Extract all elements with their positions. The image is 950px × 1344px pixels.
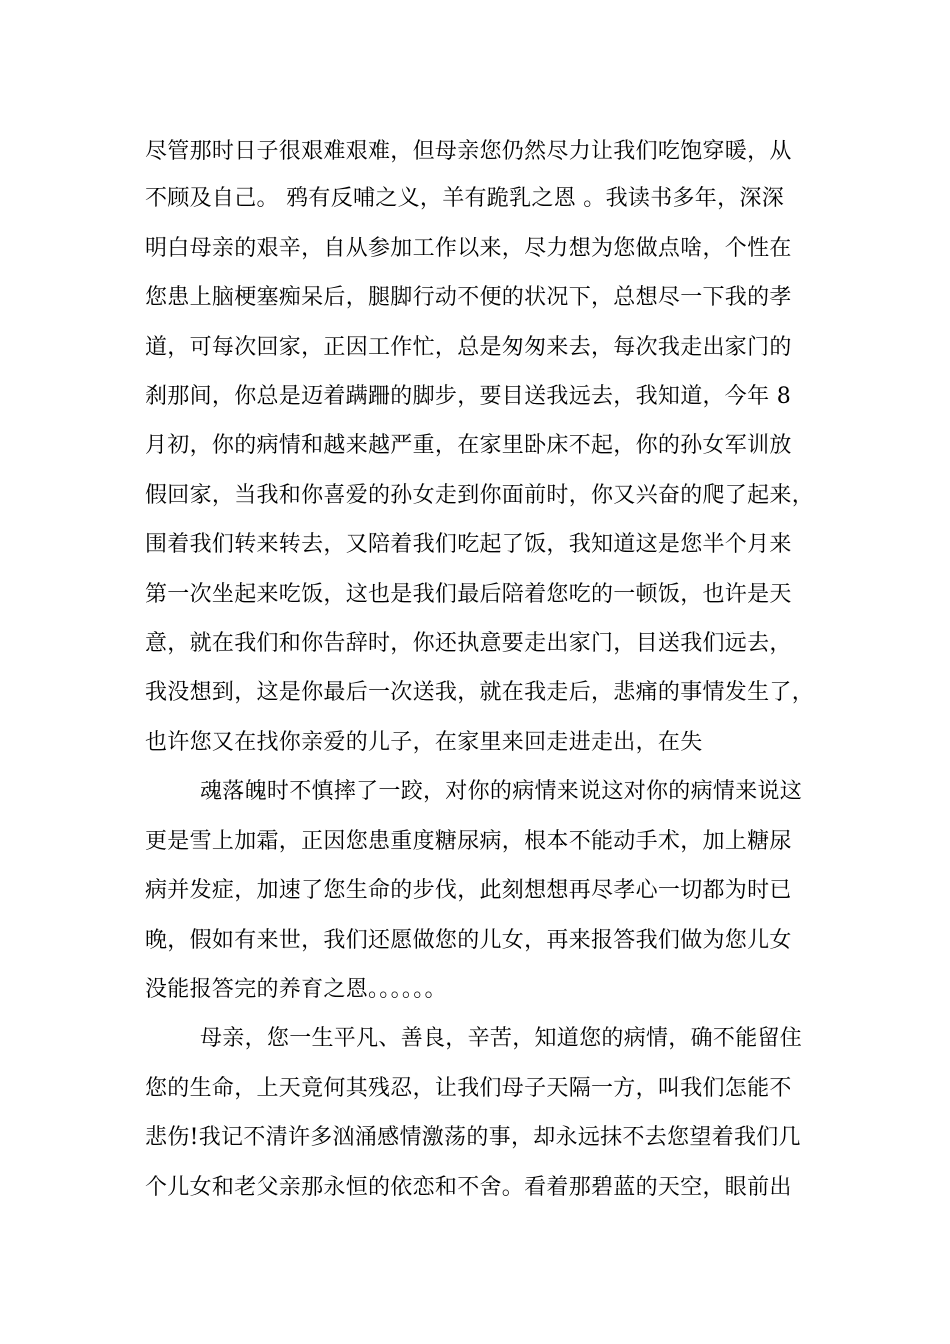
text-line: 晚，假如有来世，我们还愿做您的儿女，再来报答我们做为您儿女 — [145, 928, 792, 953]
text-line: 病并发症，加速了您生命的步伐，此刻想想再尽孝心一切都为时已 — [145, 878, 792, 903]
text-line: 您患上脑梗塞痴呆后，腿脚行动不便的状况下，总想尽一下我的孝 — [145, 285, 792, 310]
paragraph-first-line: 母亲，您一生平凡、善良，辛苦，知道您的病情，确不能留住 — [200, 1026, 803, 1051]
text-line: 意，就在我们和你告辞时，你还执意要走出家门，目送我们远去， — [145, 631, 792, 656]
text-line: 月初，你的病情和越来越严重，在家里卧床不起，你的孙女军训放 — [145, 433, 792, 458]
text-line: 没能报答完的养育之恩。。。。。。 — [145, 977, 447, 1002]
text-line: 悲伤!我记不清许多汹涌感情激荡的事，却永远抹不去您望着我们几 — [145, 1125, 801, 1150]
text-line: 围着我们转来转去，又陪着我们吃起了饭，我知道这是您半个月来 — [145, 532, 792, 557]
text-line: 我没想到，这是你最后一次送我，就在我走后，悲痛的事情发生了， — [145, 680, 815, 705]
text-line: 假回家，当我和你喜爱的孙女走到你面前时，你又兴奋的爬了起来， — [145, 483, 815, 508]
text-line: 更是雪上加霜，正因您患重度糖尿病，根本不能动手术，加上糖尿 — [145, 829, 792, 854]
text-line: 道，可每次回家，正因工作忙，总是匆匆来去，每次我走出家门的 — [145, 335, 792, 360]
text-line: 您的生命，上天竟何其残忍，让我们母子天隔一方，叫我们怎能不 — [145, 1076, 792, 1101]
text-line: 明白母亲的艰辛，自从参加工作以来，尽力想为您做点啥，个性在 — [145, 236, 792, 261]
text-line: 第一次坐起来吃饭，这也是我们最后陪着您吃的一顿饭，也许是天 — [145, 582, 792, 607]
text-line: 个儿女和老父亲那永恒的依恋和不舍。看着那碧蓝的天空，眼前出 — [145, 1175, 792, 1200]
paragraph-first-line: 魂落魄时不慎摔了一跤，对你的病情来说这对你的病情来说这 — [200, 779, 803, 804]
text-line: 也许您又在找你亲爱的儿子，在家里来回走进走出，在失 — [145, 730, 703, 755]
text-line: 尽管那时日子很艰难艰难，但母亲您仍然尽力让我们吃饱穿暖，从 — [145, 139, 792, 164]
text-line: 不顾及自己。 鸦有反哺之义，羊有跪乳之恩 。我读书多年，深深 — [145, 186, 784, 211]
text-line: 刹那间，你总是迈着蹒跚的脚步，要目送我远去，我知道，今年 8 — [145, 384, 791, 409]
